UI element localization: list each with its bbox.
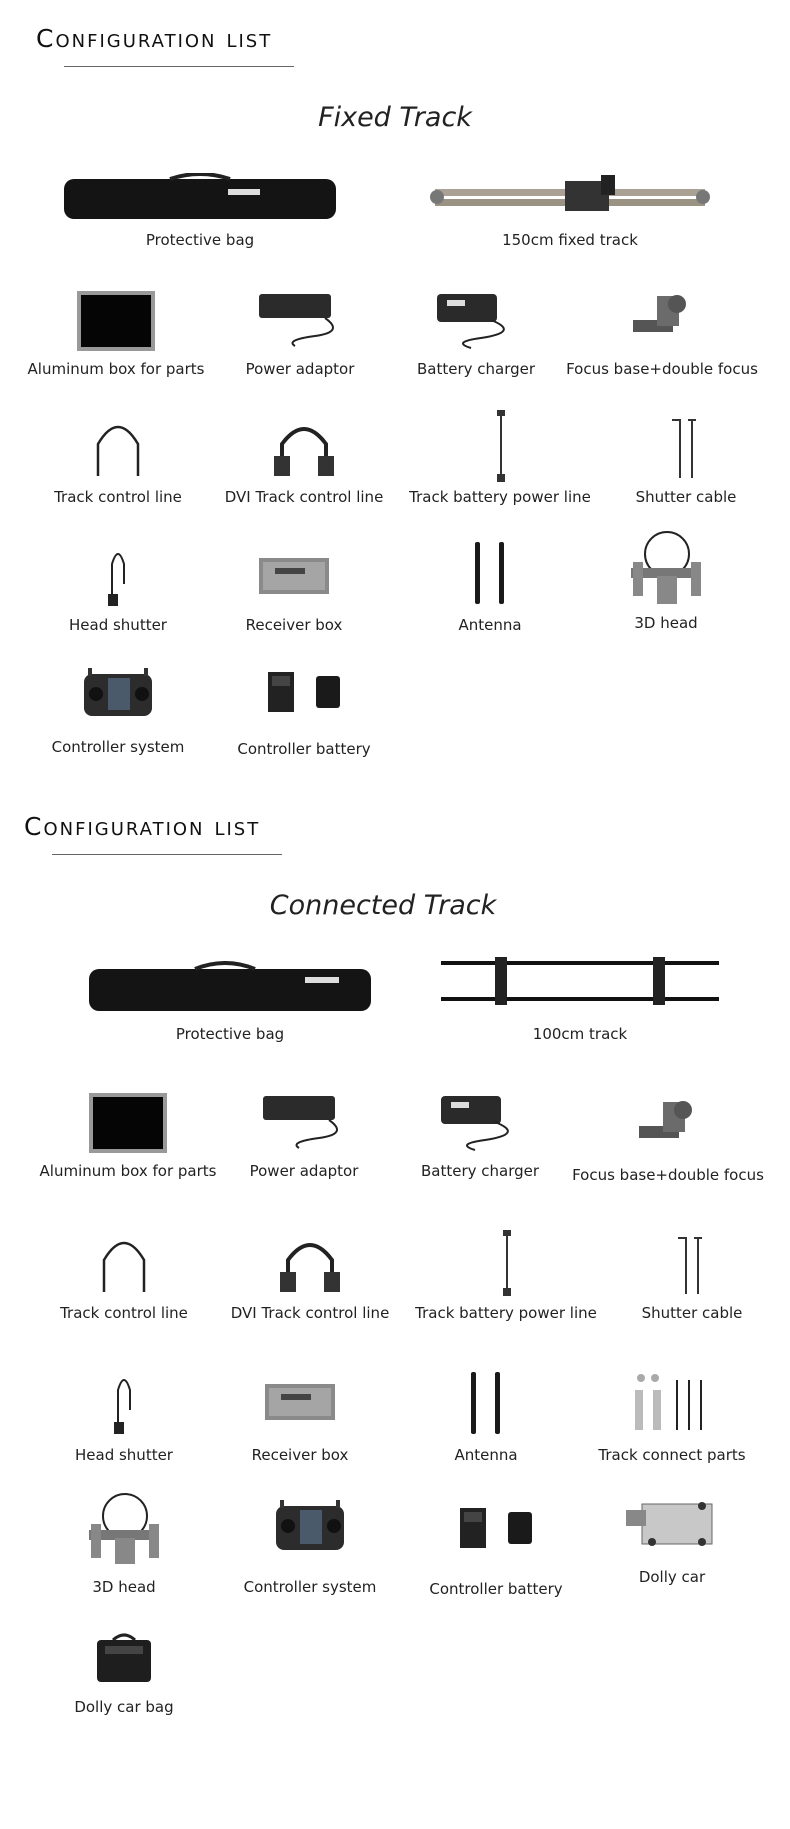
item-battery-power-line xyxy=(402,410,598,510)
item-focus-base xyxy=(564,290,760,385)
item-protective-bag xyxy=(60,955,400,1047)
item-label: Shutter cable xyxy=(641,1304,743,1322)
shutter-cable-icon xyxy=(666,412,706,480)
item-label: Shutter cable xyxy=(635,488,737,506)
item-receiver-box xyxy=(212,1370,388,1470)
item-label: Battery charger xyxy=(416,360,536,378)
item-receiver-box xyxy=(206,540,382,640)
item-label: Track battery power line xyxy=(415,1304,597,1322)
item-label: Dolly car bag xyxy=(74,1698,174,1716)
item-3d-head xyxy=(578,528,754,640)
item-label: Aluminum box for parts xyxy=(39,1162,217,1180)
item-label: Receiver box xyxy=(251,1446,349,1464)
dolly-car-icon xyxy=(622,1498,722,1548)
item-label: Focus base+double focus xyxy=(572,1166,764,1184)
item-dolly-car xyxy=(584,1498,760,1598)
cable-loop-icon xyxy=(94,1234,154,1296)
receiver-box-icon xyxy=(255,554,333,598)
item-protective-bag xyxy=(40,165,360,255)
item-label: DVI Track control line xyxy=(230,1304,390,1322)
item-label: Receiver box xyxy=(245,616,343,634)
heading-underline xyxy=(52,854,282,855)
dolly-car-bag-icon xyxy=(91,1630,157,1684)
item-label: 100cm track xyxy=(532,1025,628,1043)
item-track-control-line xyxy=(36,1230,212,1330)
item-connected-track xyxy=(420,955,740,1047)
focus-base-icon xyxy=(633,1096,703,1154)
item-label: Head shutter xyxy=(69,616,167,634)
item-label: Protective bag xyxy=(145,231,255,249)
item-label: 3D head xyxy=(92,1578,156,1596)
item-power-adaptor xyxy=(216,1092,392,1188)
item-label: Protective bag xyxy=(175,1025,285,1043)
power-line-icon xyxy=(485,410,515,482)
protective-bag-icon xyxy=(85,961,375,1015)
controller-icon xyxy=(80,668,156,718)
item-aluminum-box xyxy=(20,290,212,385)
battery-icon xyxy=(262,668,346,716)
antenna-icon xyxy=(461,1370,511,1436)
item-track-connect-parts xyxy=(574,1370,770,1470)
item-power-adaptor xyxy=(212,290,388,385)
power-adaptor-icon xyxy=(255,292,345,350)
item-3d-head xyxy=(36,1490,212,1602)
section-heading: Configuration list xyxy=(24,812,261,841)
receiver-box-icon xyxy=(261,1380,339,1424)
item-label: Track battery power line xyxy=(409,488,591,506)
item-label: Controller system xyxy=(243,1578,377,1596)
dvi-cable-icon xyxy=(270,1234,350,1296)
item-focus-base xyxy=(568,1092,768,1192)
item-antenna xyxy=(398,1370,574,1470)
power-line-icon xyxy=(491,1230,521,1296)
fixed-track-icon xyxy=(425,175,715,219)
focus-base-icon xyxy=(627,290,697,348)
item-label: Controller system xyxy=(51,738,185,756)
item-controller-battery xyxy=(206,668,402,768)
controller-icon xyxy=(272,1500,348,1552)
item-label: Dolly car xyxy=(638,1568,706,1586)
heading-underline xyxy=(64,66,294,67)
item-head-shutter xyxy=(30,540,206,640)
aluminum-box-icon xyxy=(76,290,156,352)
item-dolly-car-bag xyxy=(36,1630,212,1730)
item-label: Track control line xyxy=(54,488,182,506)
item-label: Controller battery xyxy=(429,1580,563,1598)
item-label: Power adaptor xyxy=(245,360,355,378)
3d-head-icon xyxy=(79,1490,169,1566)
battery-charger-icon xyxy=(431,292,521,350)
item-dvi-cable xyxy=(206,410,402,510)
item-dvi-cable xyxy=(212,1230,408,1330)
item-controller xyxy=(30,668,206,768)
item-antenna xyxy=(402,540,578,640)
cable-loop-icon xyxy=(88,418,148,480)
item-label: Focus base+double focus xyxy=(566,360,758,378)
item-label: Power adaptor xyxy=(249,1162,359,1180)
dvi-cable-icon xyxy=(264,418,344,480)
item-controller-battery xyxy=(398,1504,594,1604)
item-track-control-line xyxy=(30,410,206,510)
item-label: 150cm fixed track xyxy=(502,231,638,249)
item-label: Head shutter xyxy=(75,1446,173,1464)
item-label: Track connect parts xyxy=(598,1446,746,1464)
item-fixed-track xyxy=(410,165,730,255)
item-label: Battery charger xyxy=(420,1162,540,1180)
head-shutter-icon xyxy=(104,1370,144,1436)
connect-parts-icon xyxy=(627,1370,717,1436)
item-battery-charger xyxy=(388,290,564,385)
section-subtitle: Connected Track xyxy=(269,890,497,921)
section-heading: Configuration list xyxy=(36,24,273,53)
item-label: DVI Track control line xyxy=(224,488,384,506)
item-battery-power-line xyxy=(408,1230,604,1330)
item-shutter-cable xyxy=(598,410,774,510)
item-label: 3D head xyxy=(634,614,698,632)
item-label: Controller battery xyxy=(237,740,371,758)
head-shutter-icon xyxy=(98,544,138,608)
item-battery-charger xyxy=(392,1092,568,1188)
aluminum-box-icon xyxy=(88,1092,168,1154)
item-label: Track control line xyxy=(60,1304,188,1322)
3d-head-icon xyxy=(621,528,711,606)
connected-track-icon xyxy=(439,957,721,1005)
item-label: Antenna xyxy=(454,1446,518,1464)
shutter-cable-icon xyxy=(672,1230,712,1296)
item-controller xyxy=(212,1500,408,1602)
item-aluminum-box xyxy=(30,1092,226,1188)
item-label: Antenna xyxy=(458,616,522,634)
item-head-shutter xyxy=(36,1370,212,1470)
item-label: Aluminum box for parts xyxy=(27,360,205,378)
battery-icon xyxy=(454,1504,538,1552)
battery-charger-icon xyxy=(435,1094,525,1152)
antenna-icon xyxy=(465,540,515,606)
section-subtitle: Fixed Track xyxy=(318,102,472,133)
protective-bag-icon xyxy=(60,173,340,223)
item-shutter-cable xyxy=(604,1230,780,1330)
power-adaptor-icon xyxy=(259,1094,349,1152)
